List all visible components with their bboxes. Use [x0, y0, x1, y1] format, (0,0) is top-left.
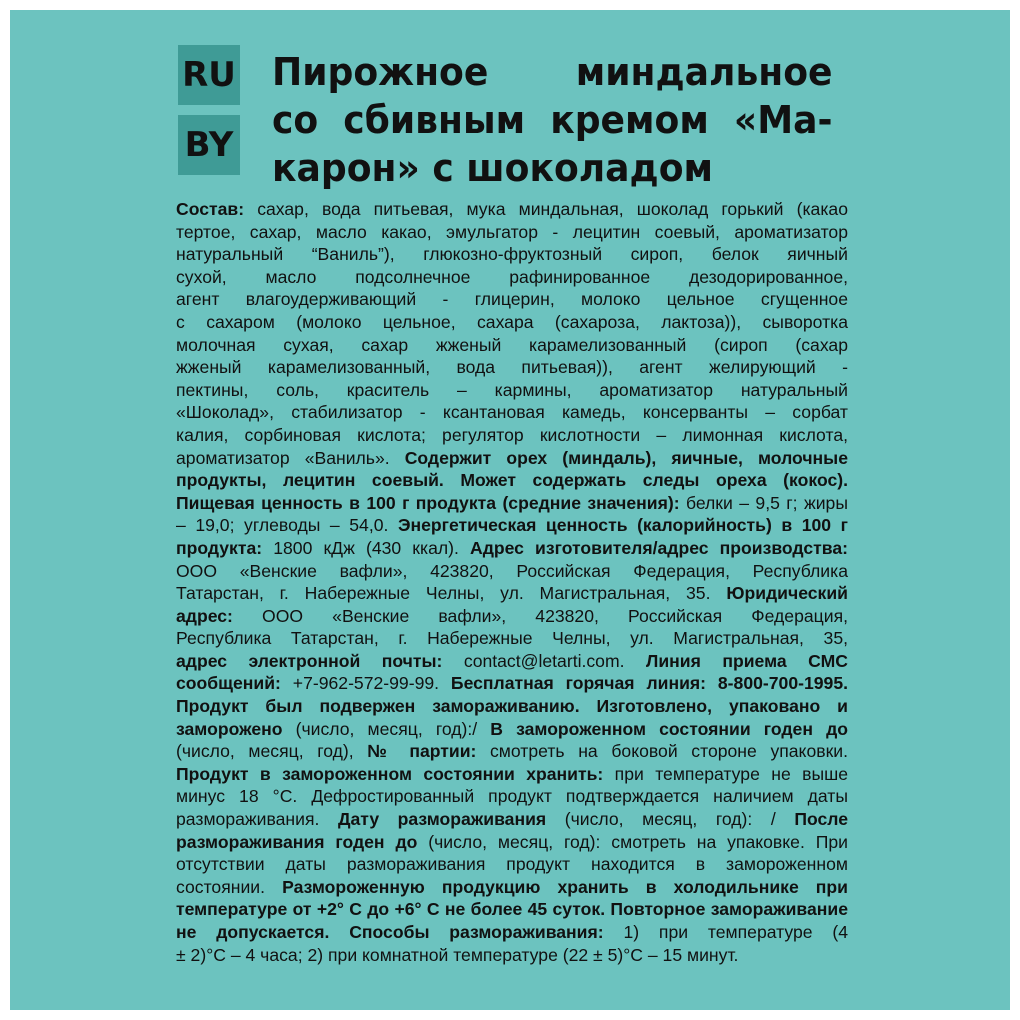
bold-text-segment: не допускается. Способы размораживания: — [176, 922, 604, 942]
bold-text-segment: Энергетическая ценность (калорийность) в 100 г — [397, 515, 848, 536]
text-segment: 1) при температуре (4 — [603, 922, 849, 942]
bold-text-segment: Продукт был подвержен замораживанию. Изготовлено, упаковано и — [176, 696, 848, 717]
product-title — [272, 48, 833, 192]
bold-text-segment: Бесплатная горячая линия: 8-800-700-1995. — [450, 673, 848, 694]
text-line — [176, 898, 848, 921]
bold-text-segment: Продукт в замороженном состоянии хранить: — [176, 763, 604, 784]
text-line — [176, 266, 848, 289]
text-line — [176, 334, 848, 357]
text-segment: отсутствии даты размораживания продукт находится в замороженном — [176, 854, 848, 875]
text-line — [176, 944, 848, 967]
text-line — [176, 740, 848, 763]
bold-text-segment: адрес электронной почты: — [176, 650, 443, 671]
text-segment: – 19,0; углеводы – 54,0. — [176, 515, 398, 536]
bold-text-segment: температуре от +2° С до +6° С не более 45 суток. Повторное замораживание — [176, 899, 848, 920]
title-line: карон» с шоколадом — [272, 146, 714, 190]
bold-text-segment: продукта: — [176, 537, 263, 558]
text-segment: агент влагоудерживающий - глицерин, молоко цельное сгущенное — [176, 289, 848, 310]
bold-text-segment: заморожено — [176, 718, 283, 739]
text-segment: ± 2)°С – 4 часа; 2) при комнатной температуре (22 ± 5)°С – 15 минут. — [176, 944, 739, 965]
text-segment: натуральный “Ваниль”), глюкозно-фруктозный сироп, белок яичный — [176, 244, 848, 265]
language-badge-by: BY — [178, 115, 240, 175]
text-segment: ООО «Венские вафли», 423820, Российская Федерация, Республика — [176, 560, 848, 581]
text-segment: молочная сухая, сахар жженый карамелизованный (сироп (сахар — [176, 334, 848, 355]
bold-text-segment: Пищевая ценность в 100 г продукта (средние значения): — [176, 492, 680, 513]
text-segment: жженый карамелизованный, вода питьевая)), агент желирующий - — [176, 357, 848, 378]
text-segment: (число, месяц, год): смотреть на упаковке. При — [417, 831, 848, 852]
text-line — [176, 424, 848, 447]
bold-text-segment: Размороженную продукцию хранить в холодильнике при — [282, 876, 848, 897]
text-line — [176, 243, 848, 266]
bold-text-segment: Дату размораживания — [337, 809, 547, 830]
text-segment: состоянии. — [176, 876, 283, 897]
text-segment: сахар, вода питьевая, мука миндальная, шоколад горький (какао — [244, 199, 848, 219]
text-line — [176, 514, 848, 537]
bold-text-segment: адрес: — [176, 605, 233, 626]
text-line — [176, 537, 848, 560]
bold-text-segment: № партии: — [367, 741, 477, 762]
text-segment: пектины, соль, краситель – кармины, ароматизатор натуральный — [176, 379, 848, 400]
text-line — [176, 695, 848, 718]
text-line — [176, 356, 848, 379]
text-line — [176, 379, 848, 402]
text-segment: калия, сорбиновая кислота; регулятор кислотности – лимонная кислота, — [176, 424, 848, 445]
text-line — [176, 582, 848, 605]
text-segment: сухой, масло подсолнечное рафинированное дезодорированное, — [176, 266, 848, 287]
text-line — [176, 605, 848, 628]
bold-text-segment: сообщений: — [176, 673, 281, 694]
text-line — [176, 853, 848, 876]
text-line — [176, 718, 848, 741]
language-badge-ru: RU — [178, 45, 240, 105]
text-line — [176, 785, 848, 808]
text-segment: белки – 9,5 г; жиры — [679, 492, 848, 513]
text-line — [176, 288, 848, 311]
text-segment: при температуре не выше — [603, 763, 849, 784]
text-line — [176, 672, 848, 695]
text-segment: размораживания. — [176, 809, 338, 830]
text-segment: с сахаром (молоко цельное, сахара (сахароза, лактоза)), сыворотка — [176, 311, 848, 332]
text-segment: (число, месяц, год): / — [546, 809, 795, 830]
bold-text-segment: размораживания годен до — [176, 831, 418, 852]
bold-text-segment: Юридический — [726, 583, 848, 604]
product-label — [10, 10, 1010, 1010]
text-line — [176, 627, 848, 650]
text-segment: contact@letarti.com. — [442, 650, 647, 671]
text-line — [176, 492, 848, 515]
text-segment: тертое, сахар, масло какао, эмульгатор - лецитин соевый, ароматизатор — [176, 221, 848, 242]
bold-text-segment: В замороженном состоянии годен до — [490, 718, 848, 739]
text-line — [176, 650, 848, 673]
bold-text-segment: продукты, лецитин соевый. Может содержать следы ореха (кокос). — [176, 470, 848, 491]
text-line — [176, 401, 848, 424]
text-line — [176, 831, 848, 854]
text-line — [176, 763, 848, 786]
text-segment: ООО «Венские вафли», 423820, Российская Федерация, — [232, 605, 848, 626]
text-line — [176, 311, 848, 334]
text-line — [176, 198, 848, 221]
title-line: Пирожное миндальное — [272, 50, 833, 94]
text-segment: смотреть на боковой стороне упаковки. — [476, 741, 848, 762]
text-segment: минус 18 °С. Дефростированный продукт подтверждается наличием даты — [176, 786, 848, 807]
composition-text — [176, 198, 848, 966]
text-segment: ароматизатор «Ваниль». — [176, 447, 405, 468]
text-line — [176, 921, 848, 944]
text-line — [176, 560, 848, 583]
text-line — [176, 469, 848, 492]
text-segment: 1800 кДж (430 ккал). — [262, 537, 470, 558]
text-segment: Татарстан, г. Набережные Челны, ул. Магистральная, 35. — [176, 583, 727, 604]
bold-text-segment: После — [794, 809, 848, 830]
bold-text-segment: Содержит орех (миндаль), яичные, молочные — [404, 447, 848, 468]
bold-text-segment: Состав: — [176, 199, 245, 219]
text-segment: Республика Татарстан, г. Набережные Челны, ул. Магистральная, 35, — [176, 628, 848, 649]
bold-text-segment: Линия приема СМС — [646, 650, 849, 671]
text-segment: «Шоколад», стабилизатор - ксантановая камедь, консерванты – сорбат — [176, 402, 848, 423]
text-line — [176, 876, 848, 899]
bold-text-segment: Адрес изготовителя/адрес производства: — [469, 537, 848, 558]
text-line — [176, 447, 848, 470]
title-line: со сбивным кремом «Ма- — [272, 98, 833, 142]
text-segment: (число, месяц, год), — [176, 741, 368, 762]
text-segment: (число, месяц, год):/ — [282, 718, 491, 739]
text-line — [176, 221, 848, 244]
text-segment: +7-962-572-99-99. — [280, 673, 451, 694]
text-line — [176, 808, 848, 831]
